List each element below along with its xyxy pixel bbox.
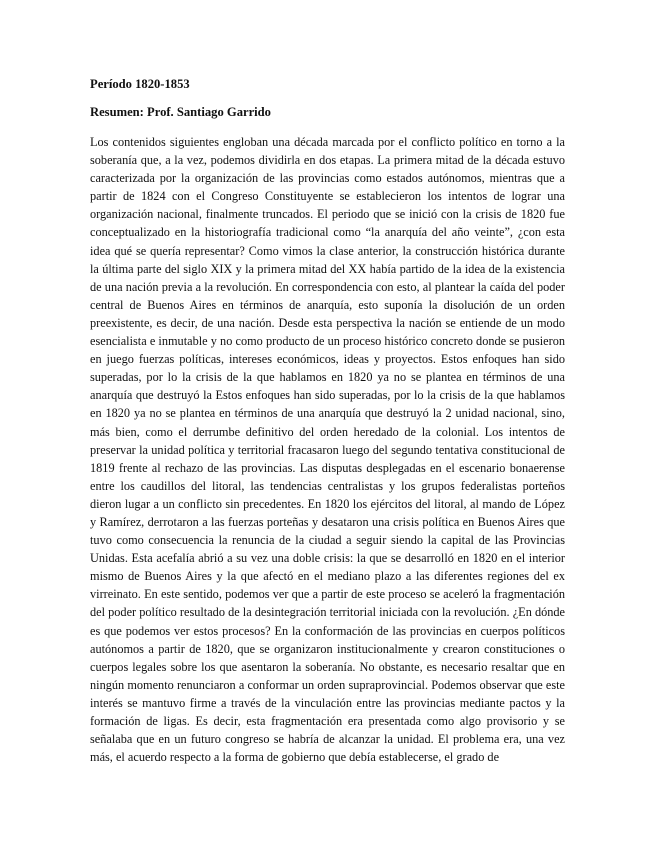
document-author: Resumen: Prof. Santiago Garrido — [90, 105, 271, 119]
document-title: Período 1820-1853 — [90, 77, 190, 91]
body-paragraph: Los contenidos siguientes engloban una década marcada por el conflicto político en torno a la soberanía que, a la vez, podemos dividirla en dos etapas. La primera mitad de la década estuvo caracterizada por la organización de las provincias como estados autónomos, mientras que a partir de 1824 con el Congreso Constituyente se establecieron los intentos de lograr una organización nacional, finalmente truncados. El periodo que se inició con la crisis de 1820 fue conceptualizado en la historiografía tradicional como “la anarquía del año veinte”, ¿con esta idea qué se quería representar? Como vimos la clase anterior, la construcción histórica durante la última parte del siglo XIX y la primera mitad del XX había partido de la idea de la existencia de una nación previa a la revolución. En correspondencia con esto, al plantear la caída del poder central de Buenos Aires en términos de anarquía, esto suponía la disolución de un orden preexistente, es decir, de una nación. Desde esta perspectiva la nación se entiende de un modo esencialista e inmutable y no como producto de un proceso histórico concreto donde se pusieron en juego fuerzas políticas, intereses económicos, ideas y proyectos. Estos enfoques han sido superadas, por lo la crisis de la que hablamos en 1820 ya no se plantea en términos de una anarquía que destruyó la Estos enfoques han sido superadas, por lo la crisis de la que hablamos en 1820 ya no se plantea en términos de una anarquía que destruyó la 2 unidad nacional, sino, más bien, como el derrumbe definitivo del orden heredado de la colonial. Los intentos de preservar la unidad política y territorial fracasaron luego del segundo tentativa constitucional de 1819 frente al rechazo de las provincias. Las disputas desplegadas en el escenario bonaerense entre los caudillos del litoral, las tendencias centralistas y los grupos federalistas porteños dieron lugar a un conflicto sin precedentes. En 1820 los ejércitos del litoral, al mando de López y Ramírez, derrotaron a las fuerzas porteñas y desataron una crisis política en Buenos Aires que tuvo como consecuencia la renuncia de la ciudad a seguir siendo la capital de las Provincias Unidas. Esta acefalía abrió a su vez una doble crisis: la que se desarrolló en 1820 en el interior mismo de Buenos Aires y la que afectó en el mediano plazo a las diferentes regiones del ex virreinato. En este sentido, podemos ver que a partir de este proceso se aceleró la fragmentación del poder político resultado de la desintegración territorial iniciada con la revolución. ¿En dónde es que podemos ver estos procesos? En la conformación de las provincias en cuerpos políticos autónomos a partir de 1820, que se organizaron institucionalmente y crearon constituciones o cuerpos legales sobre los que asentaron la soberanía. No obstante, es necesario resaltar que en ningún momento renunciaron a conformar un orden supraprovincial. Podemos observar que este interés se mantuvo firme a través de la vinculación entre las provincias mediante pactos y la formación de ligas. Es decir, esta fragmentación era presentada como algo provisorio y se señalaba que en un futuro congreso se habría de alcanzar la unidad. El problema era, una vez más, el acuerdo respecto a la forma de gobierno que debía establecerse, el grado de — [90, 135, 565, 765]
document-content — [90, 76, 565, 766]
